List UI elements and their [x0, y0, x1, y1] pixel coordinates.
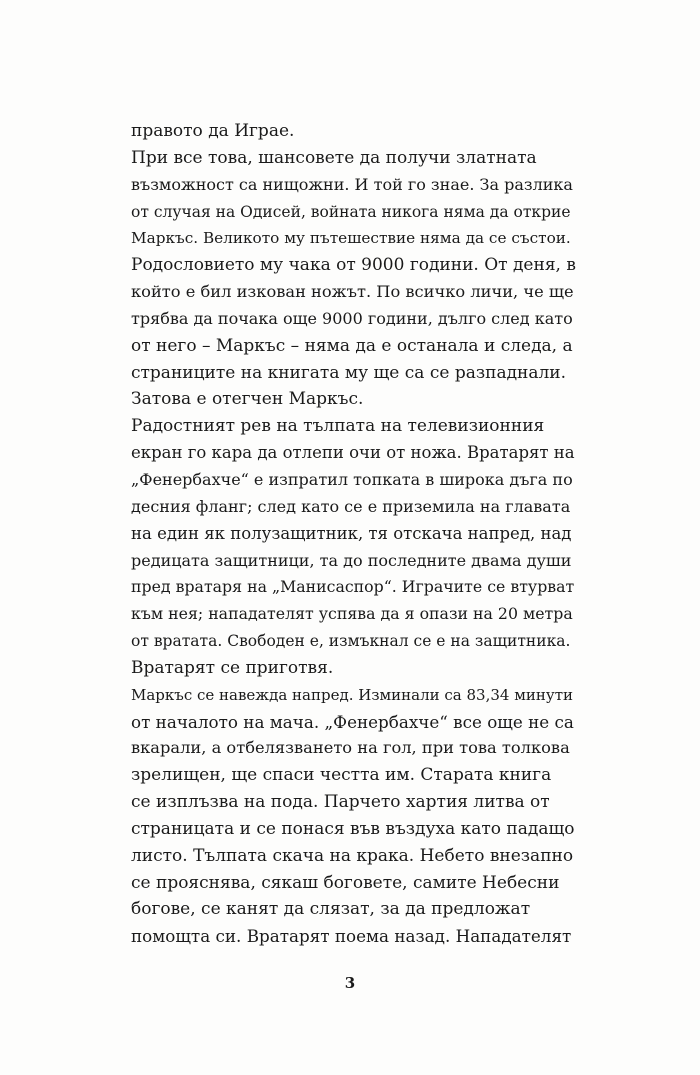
text-line: от вратата. Свободен е, измъкнал се е на защитника.: [131, 632, 571, 651]
text-line: се изплъзва на пода. Парчето хартия литва от: [131, 792, 550, 813]
text-line: екран го кара да отлепи очи от ножа. Вратарят на: [131, 443, 575, 463]
text-line: възможност са нищожни. И той го знае. За разлика: [131, 174, 573, 194]
text-line: Маркъс се навежда напред. Изминали са 83,34 минути: [131, 685, 574, 704]
text-line: трябва да почака още 9000 години, дълго след като: [131, 308, 573, 328]
text-line: пред вратаря на „Манисаспор“. Играчите се втурват: [131, 577, 575, 597]
text-line: от случая на Одисей, войната никога няма да открие: [131, 202, 571, 221]
page-number: 3: [344, 974, 356, 992]
text-line: от началото на мача. „Фенербахче“ все още не са: [131, 711, 574, 732]
text-line: на един як полузащитник, тя отскача напред, над: [131, 523, 572, 543]
text-line: богове, се канят да слязат, за да предложат: [131, 899, 531, 920]
text-line: който е бил изкован ножът. По всичко личи, че ще: [131, 282, 574, 302]
text-line: Маркъс. Великото му пътешествие няма да се състои.: [131, 229, 571, 248]
text-line: зрелищен, ще спаси честта им. Старата книга: [131, 765, 552, 786]
text-line: от него – Маркъс – няма да е останала и следа, а: [131, 335, 573, 356]
text-line: Затова е отегчен Маркъс.: [131, 389, 364, 410]
text-line: При все това, шансовете да получи златната: [131, 147, 537, 168]
text-line: помощта си. Вратарят поема назад. Нападателят: [131, 926, 572, 947]
text-line: десния фланг; след като се е приземила на главата: [131, 496, 571, 516]
text-line: страницата и се понася във въздуха като падащо: [131, 818, 575, 839]
body-text: [131, 118, 576, 950]
text-line: Радостният рев на тълпата на телевизионния: [131, 416, 545, 437]
text-line: „Фенербахче“ е изпратил топката в широка дъга по: [131, 469, 573, 489]
text-line: се прояснява, сякаш боговете, самите Небесни: [131, 872, 560, 893]
text-line: листо. Тълпата скача на крака. Небето внезапно: [131, 845, 574, 866]
text-line: редицата защитници, та до последните двама души: [131, 550, 572, 570]
text-line: Вратарят се приготвя.: [131, 657, 334, 678]
text-line: вкарали, а отбелязването на гол, при това толкова: [131, 738, 570, 758]
text-line: страниците на книгата му ще са се разпаднали.: [131, 362, 567, 383]
text-line: Родословието му чака от 9000 години. От деня, в: [131, 255, 576, 276]
text-line: правото да Играе.: [131, 121, 295, 141]
text-line: към нея; нападателят успява да я опази на 20 метра: [131, 604, 573, 624]
